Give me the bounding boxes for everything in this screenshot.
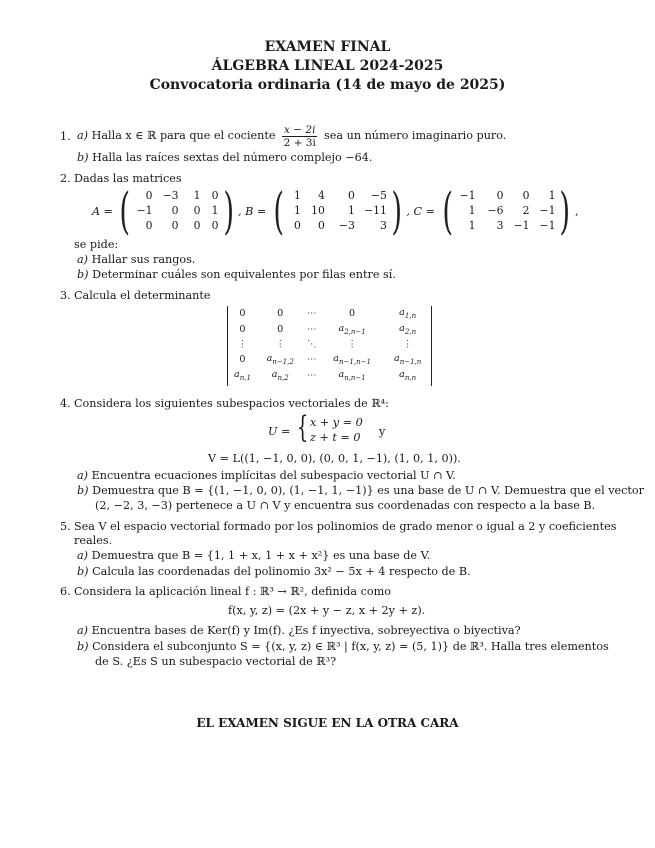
- determinant-table: [228, 306, 431, 383]
- paren-left-icon: (: [442, 182, 454, 240]
- matrix-c-label: , C =: [406, 204, 435, 218]
- q2-b: [77, 268, 396, 282]
- q2-b-label: b): [77, 268, 89, 281]
- q4-b-text1: Demuestra que B = {(1, −1, 0, 0), (1, −1, 1, −1)} es una base de U ∩ V. Demuestra que el vector: [92, 484, 644, 497]
- determinant-entry: $a_{2,n-1}$: [338, 322, 366, 336]
- q4-b: [77, 484, 644, 498]
- q5-number: 5.: [60, 520, 71, 533]
- q1-a-text-post: sea un número imaginario puro.: [324, 129, 507, 142]
- matrix-c-entry: −1: [459, 189, 476, 202]
- matrix-a-entry: 1: [211, 204, 219, 217]
- q5-b-label: b): [77, 565, 89, 578]
- matrix-b-entry: 0: [317, 219, 325, 232]
- determinant-entry: 0: [239, 354, 246, 366]
- exam-date: Convocatoria ordinaria (14 de mayo de 2025): [149, 77, 506, 93]
- matrix-a-entry: 0: [145, 189, 153, 202]
- q1-b-text: Halla las raíces sextas del número complejo −64.: [92, 151, 373, 164]
- q2-a-text: Hallar sus rangos.: [91, 253, 196, 266]
- paren-right-icon: ): [222, 182, 234, 240]
- determinant-row: [228, 352, 431, 367]
- q1-frac-den: 2 + 3i: [283, 136, 316, 149]
- q4-a: [77, 469, 456, 483]
- determinant-entry: ⋯: [306, 369, 317, 381]
- matrix-c-entry: 2: [522, 204, 530, 217]
- q6-b-text1: Considera el subconjunto S = {(x, y, z) ∈ ℝ³ | f(x, y, z) = (5, 1)} de ℝ³. Halla tres elementos: [92, 640, 609, 653]
- q1-a: [77, 121, 506, 151]
- q3-intro: Calcula el determinante: [74, 289, 211, 302]
- matrix-b-label: , B =: [238, 204, 267, 218]
- q4-a-text: Encuentra ecuaciones implícitas del subespacio vectorial U ∩ V.: [91, 469, 456, 482]
- determinant-entry: 0: [239, 323, 246, 335]
- q6-number: 6.: [60, 585, 71, 598]
- q5-a-text: Demuestra que B = {1, 1 + x, 1 + x + x²} es una base de V.: [91, 549, 431, 562]
- q5-b: [77, 565, 471, 579]
- determinant-entry: $a_{n,n}$: [399, 368, 417, 382]
- determinant-entry: $a_{n-1,n-1}$: [333, 353, 371, 367]
- q6-b-label: b): [77, 640, 89, 653]
- matrix-b: [289, 189, 387, 233]
- determinant: [227, 306, 432, 386]
- u-label: U =: [268, 425, 291, 438]
- q4-b-text2: (2, −2, 3, −3) pertenece a U ∩ V y encuentra sus coordenadas con respecto a la base B.: [95, 499, 596, 512]
- matrix-b-entry: 10: [311, 204, 325, 217]
- v-line: V = L((1, −1, 0, 0), (0, 0, 1, −1), (1, 0, 1, 0)).: [208, 452, 461, 465]
- matrix-c-entry: 0: [522, 189, 530, 202]
- q5-b-text: Calcula las coordenadas del polinomio 3x² − 5x + 4 respecto de B.: [92, 565, 471, 578]
- determinant-entry: $a_{n,2}$: [271, 368, 289, 382]
- q5-a: [77, 549, 430, 563]
- matrix-c-entry: −1: [513, 219, 530, 232]
- matrix-b-entry: −3: [338, 219, 355, 232]
- determinant-row: [228, 306, 431, 321]
- q6-intro: Considera la aplicación lineal f : ℝ³ → ℝ², definida como: [74, 585, 391, 598]
- determinant-entry: ⋮: [402, 338, 413, 350]
- q1-frac-num: x − 2i: [284, 123, 316, 136]
- paren-left-icon: (: [119, 182, 131, 240]
- determinant-entry: $a_{n-1,2}$: [266, 353, 294, 367]
- matrix-c-entry: −1: [539, 219, 556, 232]
- q2-intro: Dadas las matrices: [74, 172, 182, 185]
- matrix-tail: ,: [574, 204, 579, 218]
- determinant-entry: ⋮: [347, 338, 357, 350]
- q1-b-label: b): [77, 151, 89, 164]
- q6-b-text2: de S. ¿Es S un subespacio vectorial de ℝ³?: [95, 655, 337, 668]
- q1-number: 1.: [60, 130, 71, 143]
- q1-a-label: a): [77, 129, 89, 142]
- matrix-b-entry: 4: [317, 189, 325, 202]
- determinant-entry: ⋱: [306, 338, 317, 350]
- course-title: ÁLGEBRA LINEAL 2024-2025: [211, 58, 444, 74]
- q4-number: 4.: [60, 397, 71, 410]
- q6-b: [77, 640, 609, 654]
- exam-title: EXAMEN FINAL: [264, 39, 391, 55]
- matrix-c-entry: −6: [487, 204, 504, 217]
- determinant-entry: ⋯: [306, 323, 317, 335]
- matrix-a-entry: −3: [162, 189, 179, 202]
- matrix-a-entry: 0: [193, 219, 201, 232]
- determinant-entry: $a_{n,1}$: [234, 368, 251, 382]
- matrix-a-entry: 0: [145, 219, 153, 232]
- matrix-b-entry: 0: [293, 219, 301, 232]
- q6-formula: f(x, y, z) = (2x + y − z, x + 2y + z).: [228, 604, 426, 617]
- matrix-a: [135, 189, 219, 233]
- y-word: y: [379, 425, 386, 438]
- determinant-entry: 0: [239, 308, 246, 320]
- determinant-entry: ⋮: [237, 338, 248, 350]
- q4-b-label: b): [77, 484, 89, 497]
- q1-b: [77, 151, 372, 165]
- matrix-a-entry: 0: [171, 204, 179, 217]
- q6-a: [77, 624, 521, 638]
- brace-icon: {: [296, 410, 309, 445]
- matrix-a-entry: 0: [193, 204, 201, 217]
- matrix-c-entry: 3: [496, 219, 504, 232]
- matrix-c-entry: 1: [468, 219, 476, 232]
- matrix-b-entry: −5: [370, 189, 387, 202]
- determinant-entry: 0: [277, 308, 284, 320]
- u-eq1: x + y = 0: [310, 416, 363, 429]
- q2-number: 2.: [60, 172, 71, 185]
- matrix-a-entry: −1: [136, 204, 153, 217]
- determinant-row: [228, 368, 431, 383]
- q2-a: [77, 253, 195, 267]
- q6-a-text: Encuentra bases de Ker(f) y Im(f). ¿Es f inyectiva, sobreyectiva o biyectiva?: [91, 624, 521, 637]
- q4-a-label: a): [77, 469, 89, 482]
- q6-a-label: a): [77, 624, 89, 637]
- matrix-b-entry: 0: [347, 189, 355, 202]
- matrix-c-entry: −1: [539, 204, 556, 217]
- matrix-a-entry: 0: [171, 219, 179, 232]
- matrix-c-entry: 1: [468, 204, 476, 217]
- matrix-b-entry: 1: [347, 204, 355, 217]
- matrix-c-entry: 1: [548, 189, 556, 202]
- matrix-c: [457, 189, 555, 233]
- q2-se-pide: se pide:: [74, 238, 119, 251]
- matrix-a-entry: 0: [211, 189, 219, 202]
- q5-a-label: a): [77, 549, 89, 562]
- u-eq2: z + t = 0: [310, 431, 361, 444]
- paren-left-icon: (: [273, 182, 285, 240]
- determinant-entry: $a_{1,n}$: [399, 307, 417, 321]
- determinant-row: [228, 321, 431, 336]
- determinant-entry: $a_{2,n}$: [399, 322, 417, 336]
- matrix-a-entry: 1: [193, 189, 201, 202]
- determinant-entry: ⋯: [306, 354, 317, 366]
- q2-b-text: Determinar cuáles son equivalentes por filas entre sí.: [92, 268, 396, 281]
- matrix-a-entry: 0: [211, 219, 219, 232]
- matrix-b-entry: 1: [293, 189, 301, 202]
- paren-right-icon: ): [559, 182, 571, 240]
- matrix-a-label: A =: [92, 204, 114, 218]
- q1-a-text-pre: Halla x ∈ ℝ para que el cociente: [91, 129, 276, 142]
- matrix-b-entry: 1: [293, 204, 301, 217]
- determinant-entry: ⋮: [275, 338, 286, 350]
- determinant-row: [228, 337, 431, 352]
- q1-fraction: [282, 124, 317, 149]
- determinant-entry: 0: [349, 308, 356, 320]
- determinant-entry: $a_{n,n-1}$: [338, 368, 366, 382]
- q2-a-label: a): [77, 253, 89, 266]
- matrix-row: [92, 182, 579, 240]
- determinant-entry: ⋯: [306, 308, 317, 320]
- determinant-entry: 0: [277, 323, 284, 335]
- matrix-b-entry: 3: [379, 219, 387, 232]
- matrix-b-entry: −11: [364, 204, 387, 217]
- footer-note: EL EXAMEN SIGUE EN LA OTRA CARA: [196, 716, 459, 730]
- q4-intro: Considera los siguientes subespacios vectoriales de ℝ⁴:: [74, 397, 389, 410]
- q5-text2: reales.: [74, 534, 113, 547]
- q3-number: 3.: [60, 289, 71, 302]
- determinant-entry: $a_{n-1,n}$: [393, 353, 422, 367]
- matrix-c-entry: 0: [496, 189, 504, 202]
- q5-text1: Sea V el espacio vectorial formado por los polinomios de grado menor o igual a 2 y coeficientes: [74, 520, 617, 533]
- paren-right-icon: ): [391, 182, 402, 240]
